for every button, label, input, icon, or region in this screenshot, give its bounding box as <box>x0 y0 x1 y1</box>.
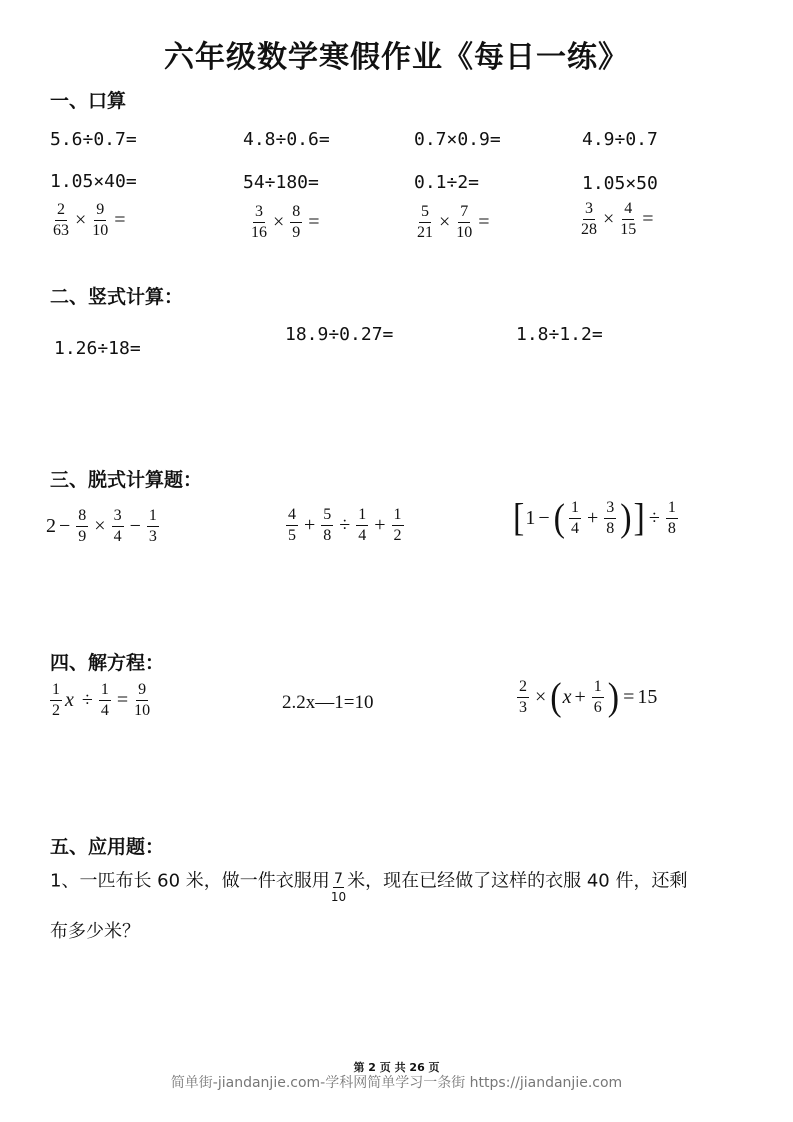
word-problem-line: 布多少米？ <box>50 921 140 942</box>
numerator: 1 <box>392 507 404 526</box>
fraction <box>356 507 368 544</box>
fraction <box>112 508 124 545</box>
numerator: 9 <box>94 202 106 221</box>
operator: ÷ <box>648 507 660 529</box>
vertical-item: 1.8÷1.2= <box>516 324 603 345</box>
numerator: 5 <box>321 507 333 526</box>
fraction <box>251 204 267 241</box>
oral-item: 0.1÷2= <box>414 172 480 193</box>
numerator: 8 <box>290 204 302 223</box>
denominator: 10 <box>92 222 109 239</box>
oral-item: 4.8÷0.6= <box>243 129 330 150</box>
oral-fraction-item <box>248 204 323 241</box>
vertical-item: 1.26÷18= <box>54 338 141 359</box>
numerator: 7 <box>458 204 470 223</box>
vertical-item: 18.9÷0.27= <box>285 324 394 345</box>
denominator: 5 <box>288 527 296 544</box>
fraction <box>456 204 472 241</box>
denominator: 8 <box>667 520 676 537</box>
number: 1 <box>525 507 536 529</box>
operator: × <box>439 211 451 233</box>
oral-item: 0.7×0.9= <box>414 129 501 150</box>
oral-fraction-item <box>414 204 493 241</box>
numerator: 4 <box>286 507 298 526</box>
denominator: 4 <box>570 520 579 537</box>
numerator: 1 <box>147 508 159 527</box>
fraction <box>581 201 597 238</box>
equation-item <box>47 682 153 719</box>
numerator: 1 <box>356 507 368 526</box>
fraction <box>99 682 111 719</box>
denominator: 3 <box>519 699 527 716</box>
denominator: 21 <box>417 224 433 241</box>
denominator: 10 <box>330 890 347 904</box>
fraction <box>76 508 88 545</box>
operator: ÷ <box>81 689 93 711</box>
equals-sign: = <box>308 211 320 233</box>
right-paren: ) <box>607 675 620 719</box>
equation-item: 2.2x—1=10 <box>282 692 374 713</box>
problem-text: 米，现在已经做了这样的衣服 40 件，还剩 <box>347 870 688 892</box>
operator: × <box>603 208 615 230</box>
variable: x <box>562 686 572 708</box>
denominator: 10 <box>134 702 151 719</box>
denominator: 9 <box>78 528 87 545</box>
variable: x <box>65 689 74 711</box>
denominator: 6 <box>593 699 602 716</box>
section-heading-equations: 四、解方程： <box>50 652 165 674</box>
problem-text: 1、一匹布长 60 米，做一件衣服用 <box>50 870 330 892</box>
fraction <box>417 204 433 241</box>
numerator: 5 <box>419 204 431 223</box>
equals-sign: = <box>642 208 654 230</box>
operator: ÷ <box>339 514 351 536</box>
denominator: 15 <box>620 221 637 238</box>
numerator: 1 <box>99 682 111 701</box>
fraction <box>286 507 298 544</box>
number: 15 <box>637 686 658 708</box>
fraction <box>620 201 636 238</box>
numerator: 3 <box>583 201 595 220</box>
denominator: 63 <box>53 222 69 239</box>
left-paren: ( <box>550 675 562 719</box>
fraction <box>517 679 529 716</box>
oral-item: 1.05×50 <box>582 173 658 194</box>
fraction <box>331 872 346 903</box>
left-paren: ( <box>553 496 565 540</box>
fraction <box>321 507 333 544</box>
fraction <box>592 679 604 716</box>
oral-item: 1.05×40= <box>50 171 137 192</box>
number: 2 <box>46 515 56 537</box>
operator: × <box>273 211 285 233</box>
numerator: 1 <box>50 682 62 701</box>
operator: − <box>129 515 141 537</box>
left-bracket: [ <box>513 496 525 540</box>
fraction <box>290 204 302 241</box>
numerator: 8 <box>76 508 88 527</box>
denominator: 28 <box>581 221 597 238</box>
stepwise-item <box>283 507 407 544</box>
numerator: 7 <box>333 871 343 887</box>
operator: × <box>535 686 547 708</box>
fraction <box>666 500 678 537</box>
denominator: 2 <box>52 702 60 719</box>
page-number: 第 2 页 共 26 页 <box>353 1061 440 1074</box>
oral-item: 54÷180= <box>243 172 319 193</box>
section-heading-word-problem: 五、应用题： <box>50 836 165 858</box>
fraction <box>569 500 581 537</box>
fraction <box>53 202 69 239</box>
stepwise-item <box>46 508 162 545</box>
denominator: 4 <box>113 528 122 545</box>
numerator: 9 <box>136 682 148 701</box>
oral-item: 4.9÷0.7 <box>582 129 658 150</box>
oral-fraction-item <box>50 202 129 239</box>
denominator: 16 <box>251 224 267 241</box>
fraction <box>134 682 150 719</box>
numerator: 3 <box>112 508 124 527</box>
denominator: 3 <box>148 528 157 545</box>
numerator: 4 <box>622 201 634 220</box>
operator: + <box>374 514 386 536</box>
operator: × <box>94 515 106 537</box>
word-problem-line <box>50 866 688 904</box>
denominator: 8 <box>323 527 332 544</box>
numerator: 2 <box>55 202 67 221</box>
fraction <box>92 202 108 239</box>
numerator: 1 <box>592 679 604 698</box>
operator: + <box>574 686 586 708</box>
equation-item <box>514 675 658 719</box>
denominator: 8 <box>606 520 615 537</box>
equals-sign: = <box>116 689 129 711</box>
operator: × <box>75 209 87 231</box>
section-heading-oral: 一、口算 <box>50 90 127 112</box>
operator: + <box>586 507 599 529</box>
denominator: 4 <box>358 527 367 544</box>
oral-fraction-item <box>578 201 657 238</box>
footer-watermark: 简单街-jiandanjie.com-学科网简单学习一条街 https://jiandanjie.com <box>170 1075 623 1091</box>
denominator: 9 <box>292 224 301 241</box>
equals-sign: = <box>114 209 126 231</box>
fraction <box>147 508 159 545</box>
section-heading-stepwise: 三、脱式计算题： <box>50 469 203 491</box>
denominator: 4 <box>100 702 109 719</box>
equals-sign: = <box>623 686 635 708</box>
oral-item: 5.6÷0.7= <box>50 129 137 150</box>
section-heading-vertical: 二、竖式计算： <box>50 286 184 308</box>
stepwise-item <box>512 496 681 540</box>
fraction <box>50 682 62 719</box>
operator: − <box>538 507 550 529</box>
page-title: 六年级数学寒假作业《每日一练》 <box>164 40 629 75</box>
fraction <box>604 500 616 537</box>
numerator: 3 <box>604 500 616 519</box>
numerator: 1 <box>569 500 581 519</box>
right-paren: ) <box>620 496 632 540</box>
fraction <box>392 507 404 544</box>
numerator: 3 <box>253 204 265 223</box>
denominator: 2 <box>393 527 402 544</box>
denominator: 10 <box>456 224 473 241</box>
operator: − <box>59 515 71 537</box>
numerator: 2 <box>517 679 529 698</box>
right-bracket: ] <box>633 496 645 540</box>
equals-sign: = <box>478 211 490 233</box>
operator: + <box>304 514 316 536</box>
numerator: 1 <box>666 500 678 519</box>
